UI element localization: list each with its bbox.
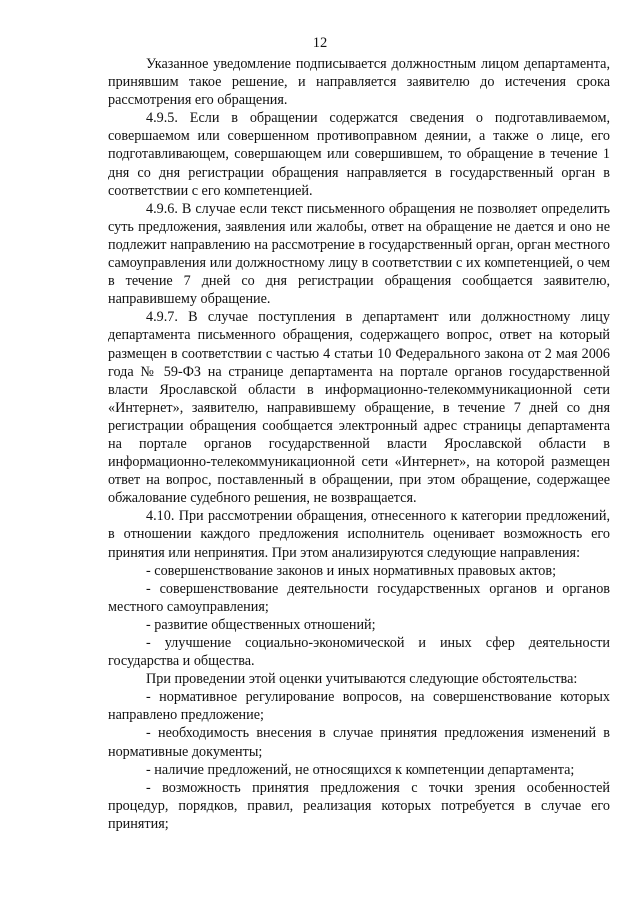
list-item: - улучшение социально-экономической и иных сфер деятельности государства и общества. [108,635,610,670]
paragraph-4-9-6: 4.9.6. В случае если текст письменного обращения не позволяет определить суть предложения, заявления или жалобы, ответ на обращение не дается и оно не подлежит направлению на рассмотрение в государственный орган, орган местного самоуправления или должностному лицу в соответствии с их компетенцией, о чем в течение 7 дней со дня регистрации обращения сообщается заявителю, направившему обращение. [108,200,610,308]
paragraph-notification-signature: Указанное уведомление подписывается должностным лицом департамента, принявшим такое решение, и направляется заявителю до истечения срока рассмотрения его обращения. [108,56,610,109]
list-item: - необходимость внесения в случае принятия предложения изменений в нормативные документы; [108,725,610,760]
page-number: 12 [312,35,328,51]
list-item: - совершенствование деятельности государственных органов и органов местного самоуправления; [108,580,610,615]
list-item: - развитие общественных отношений; [146,616,376,633]
document-body [108,55,610,833]
list-item: - совершенствование законов и иных нормативных правовых актов; [146,562,557,579]
list-item: - нормативное регулирование вопросов, на совершенствование которых направлено предложение; [108,689,610,724]
list-item: - возможность принятия предложения с точки зрения особенностей процедур, порядков, правил, реализация которых потребуется в случае его принятия; [108,779,610,832]
paragraph-4-9-7: 4.9.7. В случае поступления в департамент или должностному лицу департамента письменного обращения, содержащего вопрос, ответ на который размещен в соответствии с частью 4 статьи 10 Федерального закона от 2 мая 2006 года № 59-ФЗ на странице департамента на портале органов государственной власти Ярославской области в информационно-телекоммуникационной сети «Интернет», заявителю, направившему обращение, в течение 7 дней со дня регистрации обращения сообщается электронный адрес страницы департамента на портале органов государственной власти Ярославской области в информационно-телекоммуникационной сети «Интернет», на которой размещен ответ на вопрос, поставленный в обращении, при этом обращение, содержащее обжалование судебного решения, не возвращается. [108,309,610,507]
paragraph-4-10: 4.10. При рассмотрении обращения, отнесенного к категории предложений, в отношении каждого предложения исполнитель оценивает возможность его принятия или непринятия. При этом анализируются следующие направления: [108,508,610,561]
list-item: - наличие предложений, не относящихся к компетенции департамента; [146,761,575,778]
paragraph-4-9-5: 4.9.5. Если в обращении содержатся сведения о подготавливаемом, совершаемом или совершенном противоправном деянии, а также о лице, его подготавливающем, совершающем или совершившем, то обращение в течение 1 дня со дня регистрации обращения направляется в государственный орган в соответствии с его компетенцией. [108,110,610,199]
paragraph-evaluation-circumstances: При проведении этой оценки учитываются следующие обстоятельства: [146,671,578,688]
